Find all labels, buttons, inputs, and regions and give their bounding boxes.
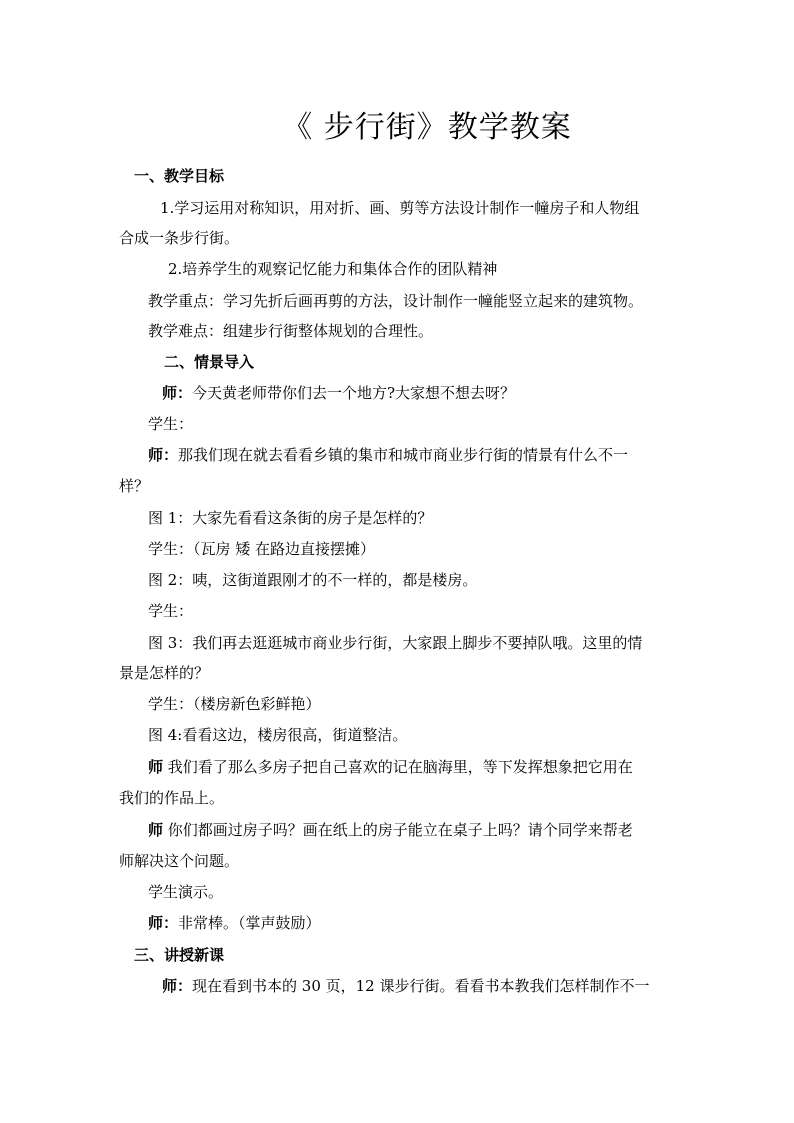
speaker-label: 师： <box>148 914 179 932</box>
paragraph-text: 现在看到书本的 30 页，12 课步行街。看看书本教我们怎样制作不一 <box>192 977 650 995</box>
paragraph: 教学难点：组建步行街整体规划的合理性。 <box>148 322 434 340</box>
paragraph <box>162 383 732 403</box>
paragraph <box>148 820 718 840</box>
paragraph: 图 3：我们再去逛逛城市商业步行街，大家跟上脚步不要掉队哦。这里的情 <box>148 634 643 652</box>
paragraph-text: 你们都画过房子吗？画在纸上的房子能立在桌子上吗？请个同学来帮老 <box>163 821 633 839</box>
paragraph: 学生：（楼房新色彩鲜艳） <box>148 695 321 713</box>
paragraph-text: 今天黄老师带你们去一个地方?大家想不想去呀？ <box>192 384 516 402</box>
paragraph: 图 1：大家先看看这条街的房子是怎样的？ <box>148 509 433 527</box>
paragraph: 2.培养学生的观察记忆能力和集体合作的团队精神 <box>168 260 498 278</box>
paragraph-text: 那我们现在就去看看乡镇的集市和城市商业步行街的情景有什么不一 <box>178 446 629 464</box>
paragraph: 1.学习运用对称知识，用对折、画、剪等方法设计制作一幢房子和人物组 <box>160 199 640 217</box>
paragraph: 我们的作品上。 <box>119 789 225 807</box>
paragraph <box>148 913 718 933</box>
page-title: 《 步行街》教学教案 <box>282 110 572 145</box>
paragraph: 合成一条步行街。 <box>119 229 240 247</box>
paragraph: 样？ <box>119 477 150 495</box>
paragraph: 景是怎样的？ <box>119 664 210 682</box>
speaker-label: 师 <box>148 821 164 839</box>
speaker-label: 师： <box>148 446 179 464</box>
speaker-label: 师 <box>148 758 164 776</box>
paragraph <box>148 757 718 777</box>
paragraph: 学生演示。 <box>148 883 224 901</box>
paragraph-text: 我们看了那么多房子把自己喜欢的记在脑海里，等下发挥想象把它用在 <box>163 758 633 776</box>
speaker-label: 师： <box>162 384 193 402</box>
paragraph-text: 非常棒。（掌声鼓励） <box>178 914 321 932</box>
section-heading-new-lesson: 三、讲授新课 <box>134 946 225 964</box>
section-heading-intro: 二、情景导入 <box>164 353 255 371</box>
paragraph <box>162 976 732 996</box>
paragraph: 师解决这个问题。 <box>119 852 240 870</box>
speaker-label: 师： <box>162 977 193 995</box>
paragraph: 学生： <box>148 602 194 620</box>
section-heading-goals: 一、教学目标 <box>134 167 225 185</box>
paragraph: 教学重点：学习先折后画再剪的方法，设计制作一幢能竖立起来的建筑物。 <box>148 292 644 310</box>
paragraph <box>148 445 718 465</box>
paragraph: 图 2：咦，这街道跟刚才的不一样的，都是楼房。 <box>148 571 478 589</box>
paragraph: 学生：（瓦房 矮 在路边直接摆摊） <box>148 540 376 558</box>
paragraph: 图 4:看看这边，楼房很高，街道整洁。 <box>148 726 408 744</box>
paragraph: 学生： <box>148 415 194 433</box>
